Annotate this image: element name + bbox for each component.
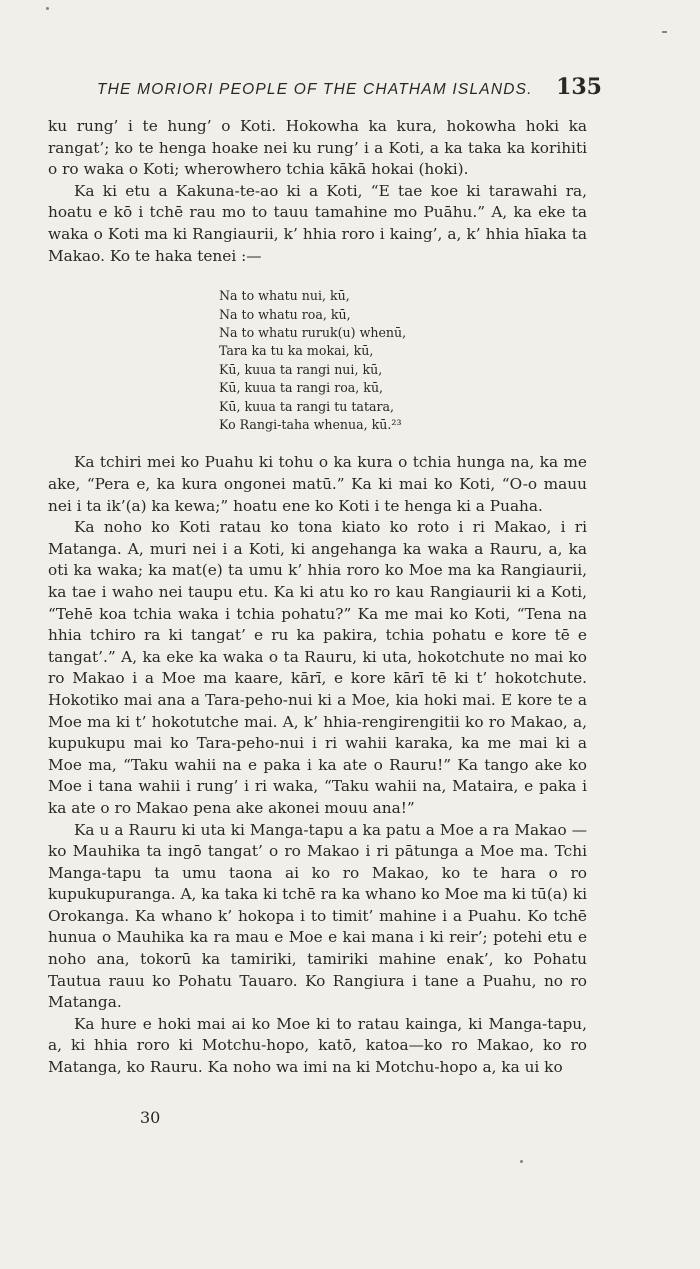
verse-line: Na to whatu ruruk(u) whenū, [219,324,407,340]
print-speck [520,1160,523,1163]
running-title: THE MORIORI PEOPLE OF THE CHATHAM ISLANDS. [97,81,533,98]
verse-line: Na to whatu roa, kū, [219,306,351,322]
print-speck [46,7,49,10]
print-speck [662,31,667,33]
paragraph: Ka u a Rauru ki uta ki Manga-tapu a ka patu a Moe a ra Makao —ko Mauhika ta ingō tangat’ o ro Makao i ri pātunga a Moe ma. Tchi Manga-tapu ta umu taona ai ko ro Makao, ko te hara o ro kupukupuranga. A, ka taka ki tchē ra ka whano ko Moe ma ki tū(a) ki Orokanga. Ka whano k’ hokopa i to timit’ mahine i a Puahu. Ko tchē hunua o Mauhika ka ra mau e Moe e kai mana i ki reir’; potehi etu e noho ana, tokorū ka tamiriki, tamiriki mahine enak’, ko Pohatu Tautua rauu ko Pohatu Tauaro. Ko Rangiura i tane a Puahu, no ro Matanga. [48,820,587,1012]
verse-line: Kū, kuua ta rangi roa, kū, [219,380,384,396]
paragraph: Ka hure e hoki mai ai ko Moe ki to ratau kainga, ki Manga-tapu, a, ki hhia roro ki Motchu-hopo, katō, katoa—ko ro Makao, ko ro Matanga, ko Rauru. Ka noho wa imi na ki Motchu-hopo a, ka ui ko [48,1014,587,1077]
verse-line: Na to whatu nui, kū, [219,288,350,304]
verse-line: Tara ka tu ka mokai, kū, [219,343,374,359]
paragraph: Ka ki etu a Kakuna-te-ao ki a Koti, “E tae koe ki tarawahi ra, hoatu e kō i tchē rau mo to tauu tamahine mo Puāhu.” A, ka eke ta waka o Koti ma ki Rangiaurii, k’ hhia roro i kaing’, a, k’ hhia hīaka ta Makao. Ko te haka tenei :— [48,181,587,265]
chant-verse [219,287,587,434]
paragraph: ku rung’ i te hung’ o Koti. Hokowha ka kura, hokowha hoki ka rangat’; ko te henga hoake nei ku rung’ i a Koti, a ka taka ka korihiti o ro waka o Koti; wherowhero tchia kākā hokai (hoki). [48,117,587,179]
verse-line: Kū, kuua ta rangi nui, kū, [219,361,383,377]
paragraph: Ka noho ko Koti ratau ko tona kiato ko roto i ri Makao, i ri Matanga. A, muri nei i a Koti, ki angehanga ka waka a Rauru, a, ka oti ka waka; ka mat(e) ta umu k’ hhia roro ko Moe ma ka Rangiaurii, ka tae i waho nei taupu etu. Ka ki atu ko ro kau Rangiaurii ki a Koti, “Tehē koa tchia waka i tchia pohatu?” Ka me mai ko Koti, “Tena na hhia tchiro ra ki tangat’ e ru ka pakira, tchia pohatu e kore tē e tangat’.” A, ka eke ka waka o ta Rauru, ki uta, hokotchute no mai ko ro Makao i a Moe ma kaare, kārī, e kore kārī tē ki t’ hokotchute. Hokotiko mai ana a Tara-peho-nui ki a Moe, kia hoki mai. E kore te a Moe ma ki t’ hokotutche mai. A, k’ hhia-rengirengitii ko ro Makao, a, kupukupu mai ko Tara-peho-nui i ri wahii karaka, ka me mai ki a Moe ma, “Taku wahii na e paka i ka ate o Rauru!” Ka tango ake ko Moe i tana wahii i rung’ i ri waka, “Taku wahii na, Mataira, e paka i ka ate o ro Makao pena ake akonei mouu ana!” [48,518,587,817]
page-header [97,74,602,100]
body-text [48,116,587,1079]
verse-line: Ko Rangi-taha whenua, kū.²³ [219,417,402,432]
paragraph: Ka tchiri mei ko Puahu ki tohu o ka kura o tchia hunga na, ka me ake, “Pera e, ka kura ongonei matū.” Ka ki mai ko Koti, “O-o mauu nei i ta ik’(a) ka kewa;” hoatu ene ko Koti i te henga ki a Puaha. [48,453,587,515]
verse-line: Kū, kuua ta rangi tu tatara, [219,398,395,414]
page-number: 135 [556,74,602,100]
signature-number: 30 [140,1108,161,1127]
